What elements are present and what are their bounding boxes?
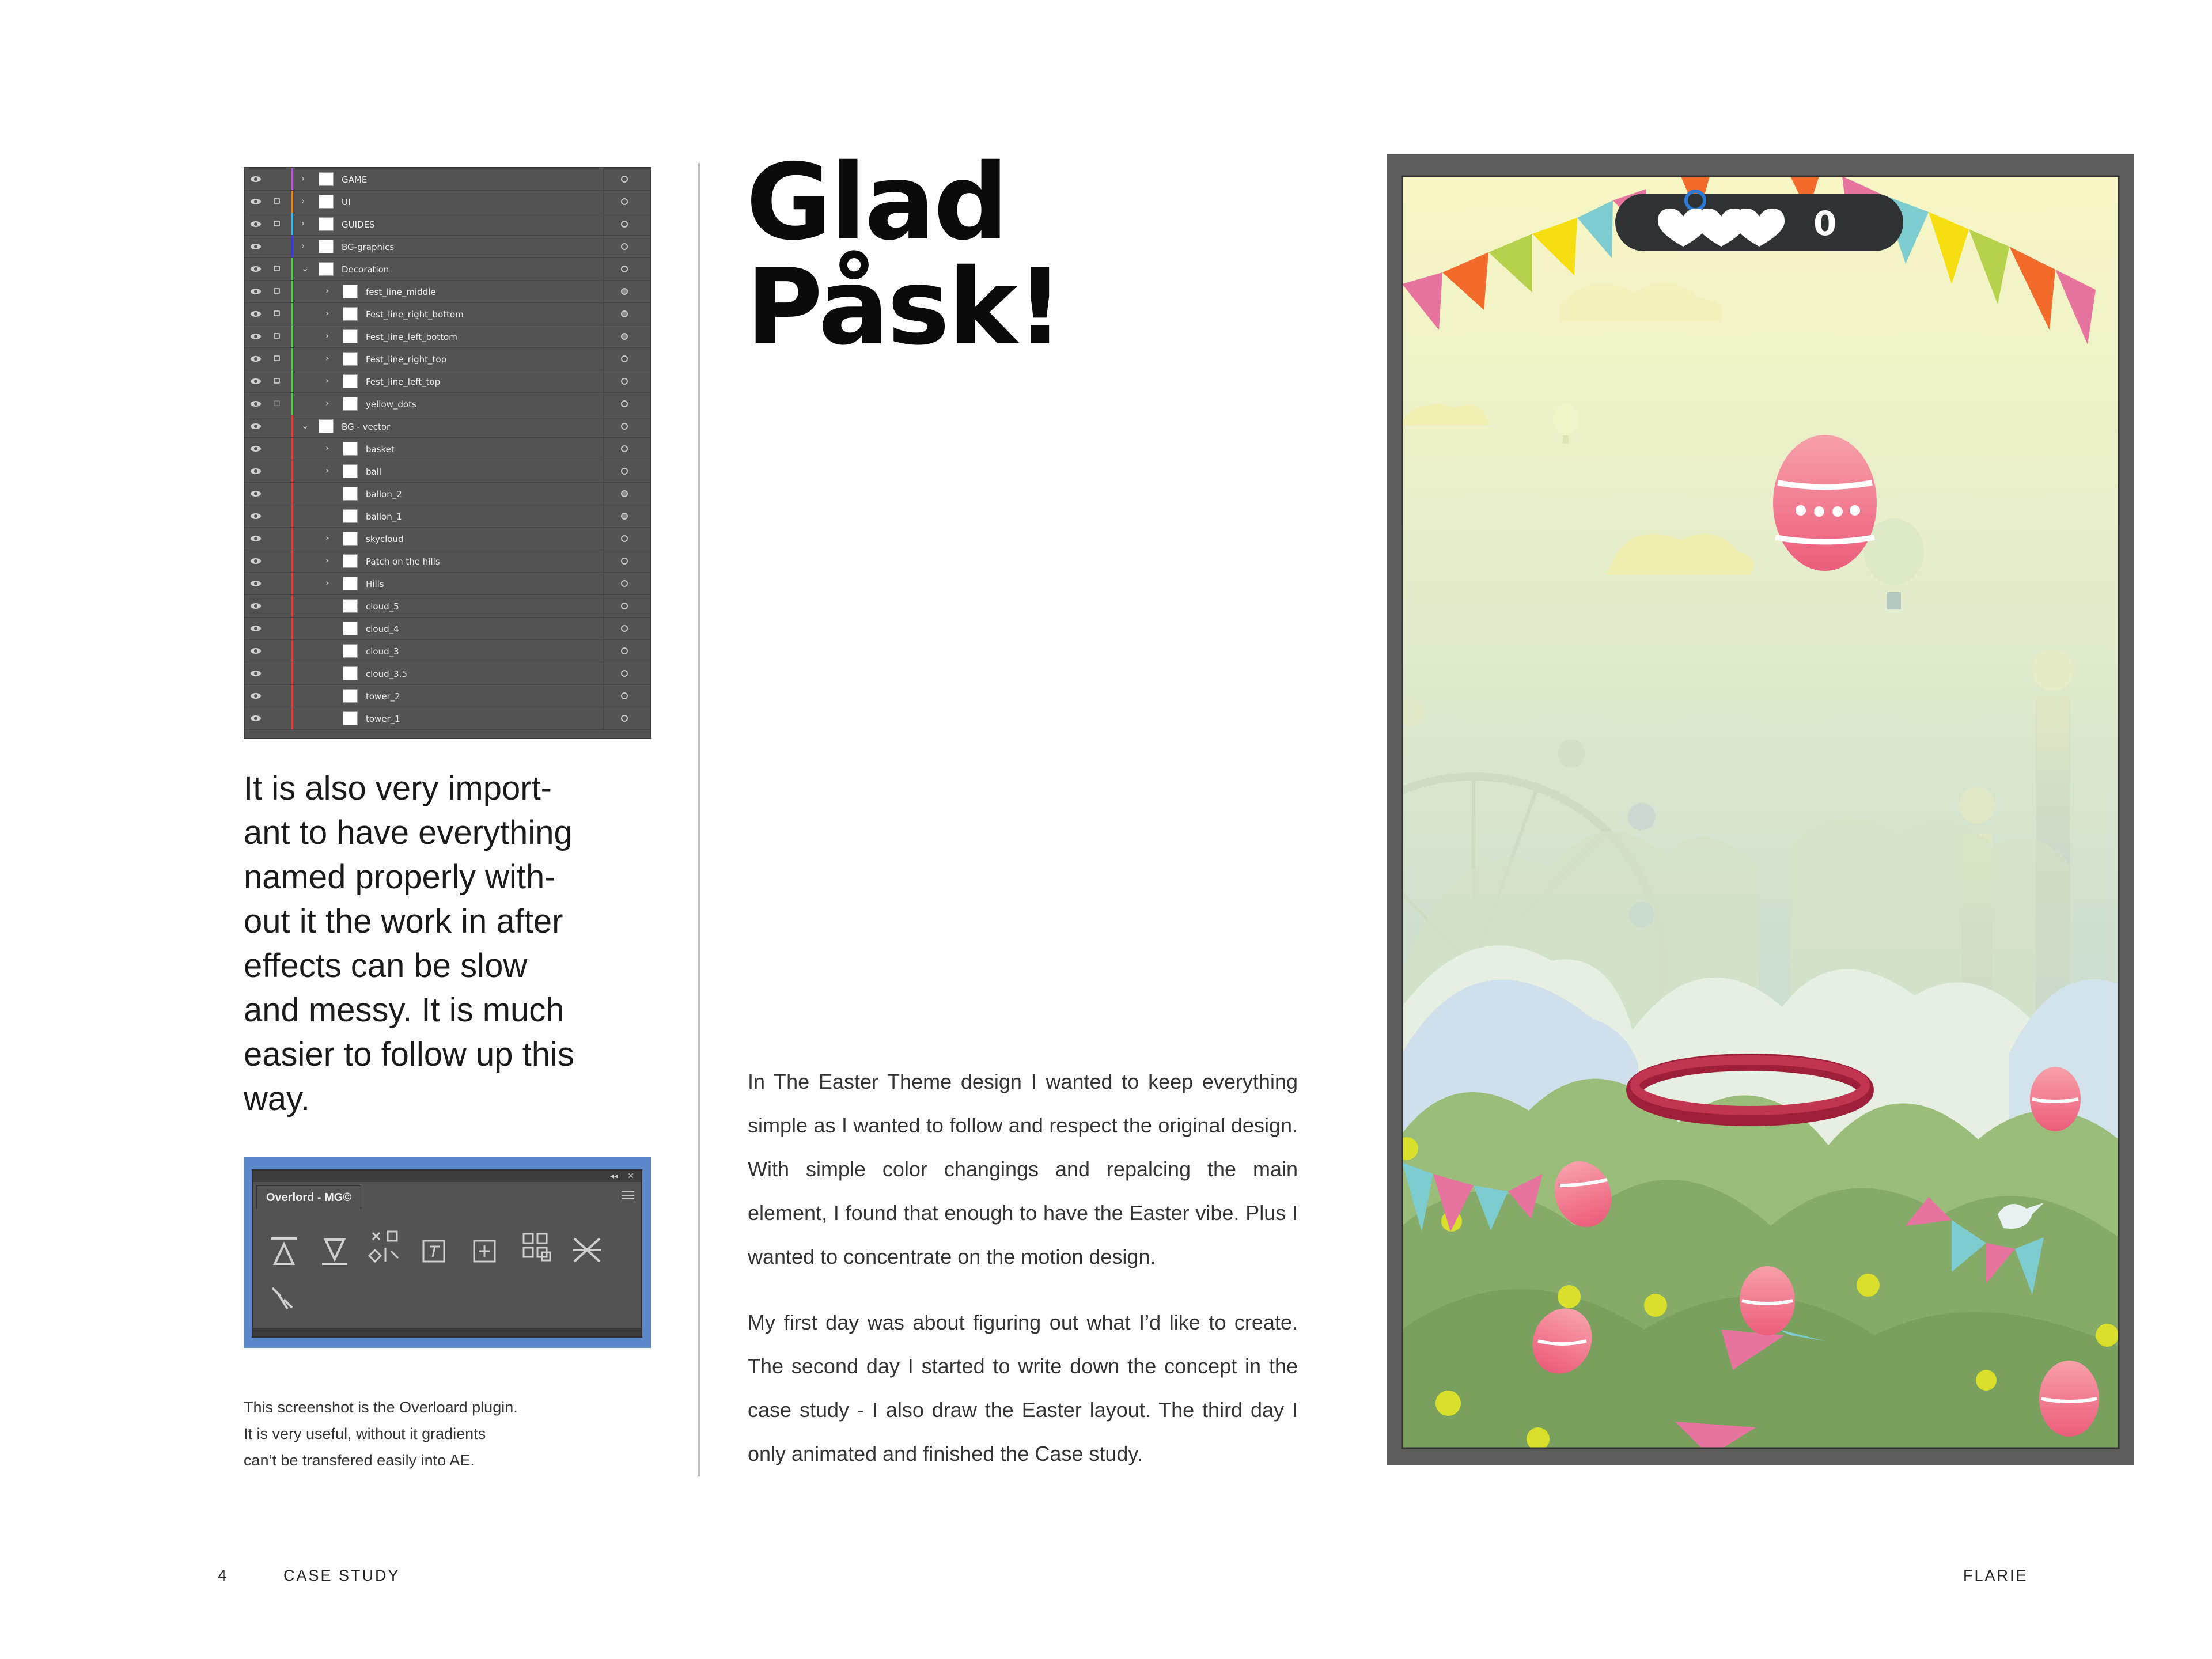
layer-name: ballon_1	[366, 512, 402, 522]
layer-row[interactable]	[245, 505, 650, 528]
section-label: CASE STUDY	[283, 1567, 400, 1584]
chevron-right-icon[interactable]: ›	[325, 442, 329, 453]
layer-color-bar	[291, 236, 293, 257]
layer-color-bar	[291, 281, 293, 302]
layer-thumbnail	[343, 554, 358, 568]
layer-color-bar	[291, 595, 293, 617]
layer-thumbnail	[343, 329, 358, 343]
target-circle-icon[interactable]	[621, 266, 628, 272]
lock-icon[interactable]	[274, 198, 280, 204]
visibility-eye-icon[interactable]	[251, 244, 261, 249]
main-egg	[1773, 435, 1877, 571]
target-circle-icon[interactable]	[621, 221, 628, 228]
target-circle-icon[interactable]	[621, 288, 628, 295]
layer-row[interactable]	[245, 281, 650, 303]
chevron-right-icon[interactable]: ›	[325, 555, 329, 566]
layer-thumbnail	[343, 487, 358, 501]
layer-name: cloud_3.5	[366, 669, 407, 679]
layer-thumbnail	[319, 172, 334, 186]
layer-color-bar	[291, 213, 293, 235]
layer-thumbnail	[343, 464, 358, 478]
visibility-eye-icon[interactable]	[251, 693, 261, 699]
layer-color-bar	[291, 640, 293, 662]
target-circle-icon[interactable]	[621, 715, 628, 722]
lock-icon[interactable]	[274, 333, 280, 339]
column-divider	[698, 163, 700, 1476]
layer-color-bar	[291, 528, 293, 550]
layer-color-bar	[291, 370, 293, 392]
close-icon[interactable]: ✕	[627, 1171, 634, 1180]
visibility-eye-icon[interactable]	[251, 536, 261, 541]
lock-icon[interactable]	[274, 310, 280, 316]
target-circle-icon[interactable]	[621, 333, 628, 340]
score-text: 0	[1813, 204, 1837, 243]
layer-name: Fest_line_left_bottom	[366, 332, 457, 342]
layer-row[interactable]	[245, 528, 650, 550]
lock-icon[interactable]	[274, 378, 280, 384]
layer-thumbnail	[343, 666, 358, 680]
layer-row[interactable]	[245, 595, 650, 618]
lock-icon[interactable]	[274, 355, 280, 361]
layer-color-bar	[291, 707, 293, 729]
layer-name: tower_2	[366, 691, 400, 702]
visibility-eye-icon[interactable]	[251, 603, 261, 609]
lock-icon[interactable]	[274, 266, 280, 271]
layer-row[interactable]	[245, 460, 650, 483]
page-heading: Glad Påsk!	[746, 141, 1062, 368]
layer-color-bar	[291, 393, 293, 415]
target-circle-icon[interactable]	[621, 513, 628, 520]
layer-thumbnail	[343, 397, 358, 411]
chevron-right-icon[interactable]: ›	[301, 195, 305, 206]
chevron-right-icon[interactable]: ›	[301, 173, 305, 184]
layer-thumbnail	[343, 622, 358, 635]
layer-name: GUIDES	[342, 219, 375, 230]
visibility-eye-icon[interactable]	[251, 468, 261, 474]
target-circle-icon[interactable]	[621, 692, 628, 699]
layer-thumbnail	[319, 217, 334, 231]
visibility-eye-icon[interactable]	[251, 715, 261, 721]
chevron-down-icon[interactable]: ⌄	[301, 420, 309, 431]
body-copy	[748, 1060, 1298, 1498]
layer-color-bar	[291, 685, 293, 707]
layer-name: tower_1	[366, 714, 400, 724]
layer-thumbnail	[343, 577, 358, 590]
layer-row[interactable]	[245, 618, 650, 640]
visibility-eye-icon[interactable]	[251, 648, 261, 654]
layer-row[interactable]	[245, 393, 650, 415]
visibility-eye-icon[interactable]	[251, 671, 261, 676]
visibility-eye-icon[interactable]	[251, 356, 261, 362]
target-circle-icon[interactable]	[621, 355, 628, 362]
target-circle-icon[interactable]	[621, 468, 628, 475]
push-to-ae-icon[interactable]	[267, 1234, 301, 1268]
layer-color-bar	[291, 438, 293, 460]
visibility-eye-icon[interactable]	[251, 176, 261, 182]
target-circle-icon[interactable]	[621, 647, 628, 654]
visibility-eye-icon[interactable]	[251, 199, 261, 204]
target-circle-icon[interactable]	[621, 580, 628, 587]
target-circle-icon[interactable]	[621, 490, 628, 497]
overlord-panel	[252, 1169, 642, 1338]
layer-color-bar	[291, 618, 293, 639]
page-number: 4	[218, 1567, 229, 1584]
layer-name: skycloud	[366, 534, 404, 544]
target-circle-icon[interactable]	[621, 423, 628, 430]
layer-name: cloud_5	[366, 601, 399, 612]
layer-row[interactable]	[245, 662, 650, 685]
layer-name: GAME	[342, 175, 368, 185]
layer-color-bar	[291, 550, 293, 572]
visibility-eye-icon[interactable]	[251, 558, 261, 564]
text-icon[interactable]	[419, 1234, 453, 1268]
layer-name: ball	[366, 467, 382, 477]
lock-icon[interactable]	[274, 288, 280, 294]
layer-name: cloud_4	[366, 624, 399, 634]
visibility-eye-icon[interactable]	[251, 626, 261, 631]
visibility-eye-icon[interactable]	[251, 266, 261, 272]
layer-thumbnail	[343, 285, 358, 298]
layer-name: BG - vector	[342, 422, 391, 432]
layers-panel-screenshot	[244, 167, 651, 739]
target-circle-icon[interactable]	[621, 625, 628, 632]
target-circle-icon[interactable]	[621, 310, 628, 317]
chevron-right-icon[interactable]: ›	[325, 330, 329, 341]
chevron-right-icon[interactable]: ›	[325, 285, 329, 296]
visibility-eye-icon[interactable]	[251, 289, 261, 294]
layer-row[interactable]	[245, 191, 650, 213]
layer-row[interactable]	[245, 213, 650, 236]
chevron-right-icon[interactable]: ›	[325, 532, 329, 543]
target-circle-icon[interactable]	[621, 603, 628, 609]
chevron-right-icon[interactable]: ›	[325, 375, 329, 386]
chevron-right-icon[interactable]: ›	[325, 577, 329, 588]
hamburger-menu-icon[interactable]	[622, 1191, 634, 1199]
layer-color-bar	[291, 662, 293, 684]
visibility-eye-icon[interactable]	[251, 378, 261, 384]
layer-row[interactable]	[245, 325, 650, 348]
layer-color-bar	[291, 303, 293, 325]
visibility-eye-icon[interactable]	[251, 401, 261, 407]
layer-row[interactable]	[245, 236, 650, 258]
chevron-right-icon[interactable]: ›	[325, 397, 329, 408]
target-circle-icon[interactable]	[621, 243, 628, 250]
layer-row[interactable]	[245, 707, 650, 730]
layer-thumbnail	[319, 262, 334, 276]
chevron-right-icon[interactable]: ›	[325, 308, 329, 319]
layer-color-bar	[291, 460, 293, 482]
layer-thumbnail	[343, 644, 358, 658]
grid-icon[interactable]	[520, 1230, 555, 1265]
target-circle-icon[interactable]	[621, 558, 628, 565]
brand-label: FLARIE	[1963, 1567, 2028, 1584]
visibility-eye-icon[interactable]	[251, 491, 261, 497]
layer-row[interactable]	[245, 685, 650, 707]
layer-color-bar	[291, 348, 293, 370]
body-paragraph-1: In The Easter Theme design I wanted to keep everything simple as I wanted to follow and respect the original design. With simple color changings and repalcing the main element, I found that enough to have the Easter vibe. Plus I wanted to concentrate on the motion design.	[748, 1070, 1298, 1268]
target-circle-icon[interactable]	[621, 445, 628, 452]
layer-thumbnail	[343, 509, 358, 523]
layer-color-bar	[291, 505, 293, 527]
layer-thumbnail	[343, 599, 358, 613]
layer-thumbnail	[343, 532, 358, 546]
layer-row[interactable]	[245, 370, 650, 393]
left-body-text: It is also very import- ant to have everything named properly with- out it the work in after effects can be slow and messy. It is much easier to follow up this way.	[244, 770, 574, 1118]
chevron-right-icon[interactable]: ›	[325, 465, 329, 476]
layer-row[interactable]	[245, 640, 650, 662]
lock-icon[interactable]	[274, 221, 280, 226]
visibility-eye-icon[interactable]	[251, 513, 261, 519]
target-circle-icon[interactable]	[621, 400, 628, 407]
layer-name: Fest_line_right_bottom	[366, 309, 464, 320]
layer-name: fest_line_middle	[366, 287, 436, 297]
layer-row[interactable]	[245, 258, 650, 281]
visibility-eye-icon[interactable]	[251, 446, 261, 452]
pull-from-ae-icon[interactable]	[317, 1234, 352, 1268]
layer-thumbnail	[343, 352, 358, 366]
target-circle-icon[interactable]	[621, 378, 628, 385]
layer-color-bar	[291, 168, 293, 190]
target-circle-icon[interactable]	[621, 670, 628, 677]
layer-name: Hills	[366, 579, 384, 589]
layer-name: Patch on the hills	[366, 556, 440, 567]
body-paragraph-2: My first day was about figuring out what I’d like to create. The second day I started to write down the concept in the case study - I also draw the Easter layout. The third day I only animated and finished the Case study.	[748, 1310, 1298, 1465]
layer-thumbnail	[343, 689, 358, 703]
layer-name: Decoration	[342, 264, 389, 275]
eyedropper-icon[interactable]	[267, 1282, 301, 1317]
layer-row[interactable]	[245, 438, 650, 460]
layer-thumbnail	[319, 240, 334, 253]
settings-cross-icon[interactable]	[571, 1234, 605, 1268]
layer-row[interactable]	[245, 168, 650, 191]
layer-name: yellow_dots	[366, 399, 416, 410]
layer-color-bar	[291, 483, 293, 505]
chevron-right-icon[interactable]: ›	[325, 353, 329, 363]
layer-name: BG-graphics	[342, 242, 395, 252]
layer-name: Fest_line_right_top	[366, 354, 447, 365]
visibility-eye-icon[interactable]	[251, 311, 261, 317]
easter-game-scene	[1387, 154, 2134, 1465]
add-icon[interactable]	[469, 1234, 504, 1268]
layer-name: cloud_3	[366, 646, 399, 657]
visibility-eye-icon[interactable]	[251, 581, 261, 586]
layer-row[interactable]	[245, 483, 650, 505]
layer-row[interactable]	[245, 550, 650, 573]
layer-color-bar	[291, 258, 293, 280]
visibility-eye-icon[interactable]	[251, 221, 261, 227]
layer-thumbnail	[343, 442, 358, 456]
layer-name: ballon_2	[366, 489, 402, 499]
layer-color-bar	[291, 325, 293, 347]
layer-name: basket	[366, 444, 395, 454]
overlord-tab[interactable]: Overlord - MG©	[256, 1185, 361, 1209]
plugin-caption: This screenshot is the Overloard plugin. It is very useful, without it gradients can’t be transfered easily into AE.	[244, 1399, 518, 1469]
layer-color-bar	[291, 415, 293, 437]
target-circle-icon[interactable]	[621, 198, 628, 205]
target-circle-icon[interactable]	[621, 176, 628, 183]
layer-name: UI	[342, 197, 351, 207]
explode-icon[interactable]	[368, 1228, 403, 1263]
layer-thumbnail	[343, 307, 358, 321]
visibility-eye-icon[interactable]	[251, 334, 261, 339]
layer-color-bar	[291, 573, 293, 594]
layer-color-bar	[291, 191, 293, 213]
chevron-down-icon[interactable]: ⌄	[301, 263, 309, 274]
target-circle-icon[interactable]	[621, 535, 628, 542]
layer-row[interactable]	[245, 303, 650, 325]
layer-thumbnail	[319, 195, 334, 209]
layer-row[interactable]	[245, 573, 650, 595]
layer-row[interactable]	[245, 348, 650, 370]
chevron-right-icon[interactable]: ›	[301, 218, 305, 229]
layer-row[interactable]	[245, 415, 650, 438]
collapse-icon[interactable]: ◂◂	[609, 1171, 618, 1180]
chevron-right-icon[interactable]: ›	[301, 240, 305, 251]
overlord-topbar	[253, 1171, 641, 1182]
layer-thumbnail	[343, 711, 358, 725]
visibility-eye-icon[interactable]	[251, 423, 261, 429]
overlord-bottom-bar	[253, 1328, 641, 1336]
layer-thumbnail	[343, 374, 358, 388]
layer-thumbnail	[319, 419, 334, 433]
game-mockup	[1387, 154, 2134, 1465]
overlord-plugin-screenshot	[244, 1157, 651, 1348]
layer-name: Fest_line_left_top	[366, 377, 441, 387]
lock-icon[interactable]	[274, 400, 280, 406]
